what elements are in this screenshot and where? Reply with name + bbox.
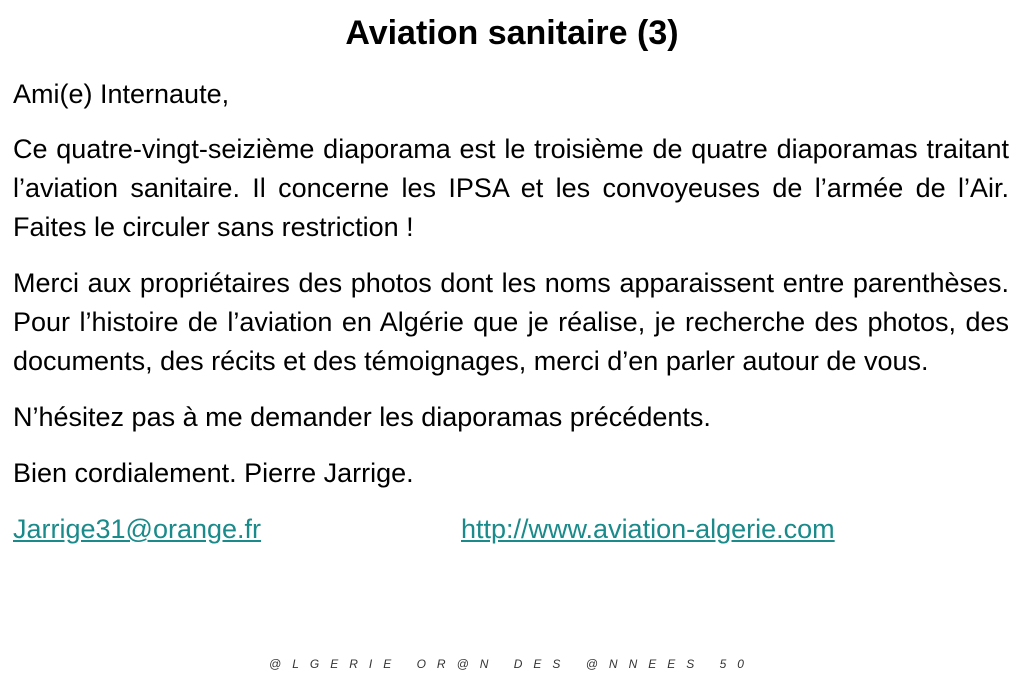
email-link[interactable]: Jarrige31@orange.fr: [13, 514, 262, 544]
intro-paragraph: Ce quatre-vingt-seizième diaporama est le troisième de quatre diaporamas traitant l’aviation sanitaire. Il concerne les IPSA et les convoyeuses de l’armée de l’Air. Faites le circuler sans restriction !: [13, 134, 1009, 242]
greeting-text: Ami(e) Internaute,: [13, 79, 230, 109]
signature-paragraph: Bien cordialement. Pierre Jarrige.: [13, 458, 414, 488]
website-link[interactable]: http://www.aviation-algerie.com: [461, 514, 835, 544]
thanks-paragraph: Merci aux propriétaires des photos dont les noms apparaissent entre parenthèses. Pour l’histoire de l’aviation en Algérie que je réalise, je recherche des photos, des documents, des récits et des témoignages, merci d’en parler autour de vous.: [13, 268, 1009, 376]
contact-links: [13, 510, 1009, 549]
request-paragraph: N’hésitez pas à me demander les diaporamas précédents.: [13, 402, 711, 432]
slide-body: [13, 75, 1009, 549]
page-title: Aviation sanitaire (3): [345, 14, 679, 52]
footer-watermark: @LGERIE OR@N DES @NNEES 50: [269, 657, 755, 671]
